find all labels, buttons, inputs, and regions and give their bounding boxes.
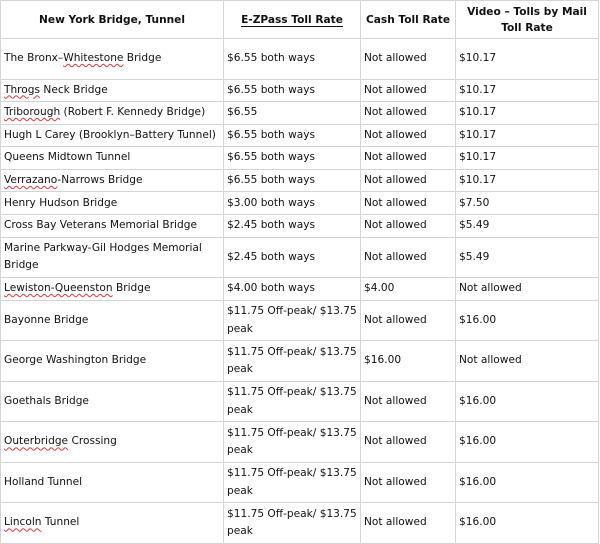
bridge-name-spellcheck-word: Verrazano bbox=[4, 173, 58, 186]
bridge-name-cell bbox=[1, 341, 224, 382]
video-rate-cell: $16.00 bbox=[456, 422, 599, 463]
bridge-name-text: Bridge bbox=[112, 282, 151, 295]
video-rate-cell: $16.00 bbox=[456, 462, 599, 503]
table-row bbox=[1, 462, 599, 503]
table-row bbox=[1, 278, 599, 301]
video-rate-cell: $7.50 bbox=[456, 192, 599, 215]
video-rate-cell: $5.49 bbox=[456, 237, 599, 278]
bridge-name-spellcheck-word: Lewiston-Queenston bbox=[4, 282, 113, 295]
table-row bbox=[1, 503, 599, 544]
header-ezpass-rate bbox=[224, 1, 361, 39]
bridge-name-cell bbox=[1, 237, 224, 278]
bridge-name-cell bbox=[1, 215, 224, 238]
bridge-name-text: George Washington Bridge bbox=[4, 354, 147, 367]
video-rate-cell: $10.17 bbox=[456, 39, 599, 80]
ezpass-rate-cell: $4.00 both ways bbox=[224, 278, 361, 301]
bridge-name-text: Holland Tunnel bbox=[4, 475, 83, 488]
table-row bbox=[1, 79, 599, 102]
bridge-name-text: (Robert F. Kennedy Bridge) bbox=[60, 106, 206, 119]
ezpass-rate-cell: $11.75 Off-peak/ $13.75 peak bbox=[224, 462, 361, 503]
bridge-name-text: Crossing bbox=[68, 435, 117, 448]
bridge-name-cell bbox=[1, 169, 224, 192]
cash-rate-cell: $4.00 bbox=[361, 278, 456, 301]
table-row bbox=[1, 124, 599, 147]
video-rate-cell: $10.17 bbox=[456, 169, 599, 192]
bridge-name-text: Tunnel bbox=[41, 516, 80, 529]
bridge-name-cell bbox=[1, 124, 224, 147]
header-video-rate: Video – Tolls by Mail Toll Rate bbox=[456, 1, 599, 39]
table-row bbox=[1, 147, 599, 170]
cash-rate-cell: $16.00 bbox=[361, 341, 456, 382]
bridge-name-text: Queens Midtown Tunnel bbox=[4, 151, 131, 164]
ezpass-rate-cell: $2.45 both ways bbox=[224, 237, 361, 278]
ezpass-rate-cell: $11.75 Off-peak/ $13.75 peak bbox=[224, 422, 361, 463]
cash-rate-cell: Not allowed bbox=[361, 237, 456, 278]
table-row bbox=[1, 381, 599, 422]
ezpass-rate-cell: $11.75 Off-peak/ $13.75 peak bbox=[224, 381, 361, 422]
bridge-name-text: Henry Hudson Bridge bbox=[4, 196, 118, 209]
ezpass-rate-cell: $11.75 Off-peak/ $13.75 peak bbox=[224, 300, 361, 341]
bridge-name-cell bbox=[1, 300, 224, 341]
table-row bbox=[1, 341, 599, 382]
header-bridge-tunnel: New York Bridge, Tunnel bbox=[1, 1, 224, 39]
ezpass-rate-cell: $6.55 both ways bbox=[224, 79, 361, 102]
cash-rate-cell: Not allowed bbox=[361, 79, 456, 102]
cash-rate-cell: Not allowed bbox=[361, 147, 456, 170]
bridge-name-cell bbox=[1, 192, 224, 215]
header-cash-rate: Cash Toll Rate bbox=[361, 1, 456, 39]
table-row bbox=[1, 237, 599, 278]
video-rate-cell: $10.17 bbox=[456, 147, 599, 170]
bridge-name-text: Bayonne Bridge bbox=[4, 313, 89, 326]
bridge-name-text: Bridge bbox=[123, 52, 162, 64]
ezpass-rate-cell: $2.45 both ways bbox=[224, 215, 361, 238]
video-rate-cell: $10.17 bbox=[456, 79, 599, 102]
video-rate-cell: $10.17 bbox=[456, 124, 599, 147]
table-row bbox=[1, 39, 599, 80]
cash-rate-cell: Not allowed bbox=[361, 102, 456, 125]
bridge-name-text: Hugh L Carey (Brooklyn–Battery Tunnel) bbox=[4, 128, 216, 141]
cash-rate-cell: Not allowed bbox=[361, 462, 456, 503]
bridge-name-spellcheck-word: Outerbridge bbox=[4, 435, 69, 448]
bridge-name-cell bbox=[1, 503, 224, 544]
bridge-name-cell bbox=[1, 381, 224, 422]
ezpass-rate-cell: $6.55 bbox=[224, 102, 361, 125]
bridge-name-text: Neck Bridge bbox=[40, 83, 108, 96]
ezpass-rate-cell: $11.75 Off-peak/ $13.75 peak bbox=[224, 503, 361, 544]
cash-rate-cell: Not allowed bbox=[361, 300, 456, 341]
video-rate-cell: $16.00 bbox=[456, 503, 599, 544]
bridge-name-spellcheck-word: Throgs bbox=[4, 83, 41, 96]
cash-rate-cell: Not allowed bbox=[361, 169, 456, 192]
table-row bbox=[1, 102, 599, 125]
bridge-name-cell bbox=[1, 422, 224, 463]
table-row bbox=[1, 192, 599, 215]
ezpass-rate-cell: $6.55 both ways bbox=[224, 124, 361, 147]
header-ezpass-label: E-ZPass Toll Rate bbox=[241, 13, 343, 26]
cash-rate-cell: Not allowed bbox=[361, 215, 456, 238]
table-body bbox=[1, 39, 599, 544]
bridge-name-text: Cross Bay Veterans Memorial Bridge bbox=[4, 219, 197, 232]
ezpass-rate-cell: $6.55 both ways bbox=[224, 147, 361, 170]
bridge-name-cell bbox=[1, 79, 224, 102]
video-rate-cell: $5.49 bbox=[456, 215, 599, 238]
bridge-name-text: -Narrows Bridge bbox=[57, 173, 143, 186]
table-row bbox=[1, 215, 599, 238]
bridge-name-text: Marine Parkway-Gil Hodges Memorial Bridge bbox=[4, 241, 202, 272]
video-rate-cell: $16.00 bbox=[456, 381, 599, 422]
bridge-name-cell bbox=[1, 278, 224, 301]
bridge-name-spellcheck-word: Triborough bbox=[4, 106, 61, 119]
table-header bbox=[1, 1, 599, 39]
cash-rate-cell: Not allowed bbox=[361, 422, 456, 463]
cash-rate-cell: Not allowed bbox=[361, 39, 456, 80]
cash-rate-cell: Not allowed bbox=[361, 381, 456, 422]
video-rate-cell: $16.00 bbox=[456, 300, 599, 341]
bridge-name-cell bbox=[1, 102, 224, 125]
bridge-name-text: The Bronx– bbox=[4, 52, 64, 64]
table-row bbox=[1, 169, 599, 192]
ezpass-rate-cell: $6.55 both ways bbox=[224, 169, 361, 192]
ezpass-rate-cell: $6.55 both ways bbox=[224, 39, 361, 80]
bridge-name-cell bbox=[1, 39, 224, 80]
cash-rate-cell: Not allowed bbox=[361, 124, 456, 147]
video-rate-cell: Not allowed bbox=[456, 278, 599, 301]
table-row bbox=[1, 300, 599, 341]
ezpass-rate-cell: $11.75 Off-peak/ $13.75 peak bbox=[224, 341, 361, 382]
bridge-name-cell bbox=[1, 462, 224, 503]
video-rate-cell: $10.17 bbox=[456, 102, 599, 125]
bridge-name-spellcheck-word: Whitestone bbox=[63, 52, 124, 64]
bridge-name-cell bbox=[1, 147, 224, 170]
cash-rate-cell: Not allowed bbox=[361, 503, 456, 544]
ezpass-rate-cell: $3.00 both ways bbox=[224, 192, 361, 215]
video-rate-cell: Not allowed bbox=[456, 341, 599, 382]
bridge-name-text: Goethals Bridge bbox=[4, 394, 89, 407]
bridge-name-spellcheck-word: Lincoln bbox=[4, 516, 42, 529]
header-row bbox=[1, 1, 599, 39]
cash-rate-cell: Not allowed bbox=[361, 192, 456, 215]
table-row bbox=[1, 422, 599, 463]
